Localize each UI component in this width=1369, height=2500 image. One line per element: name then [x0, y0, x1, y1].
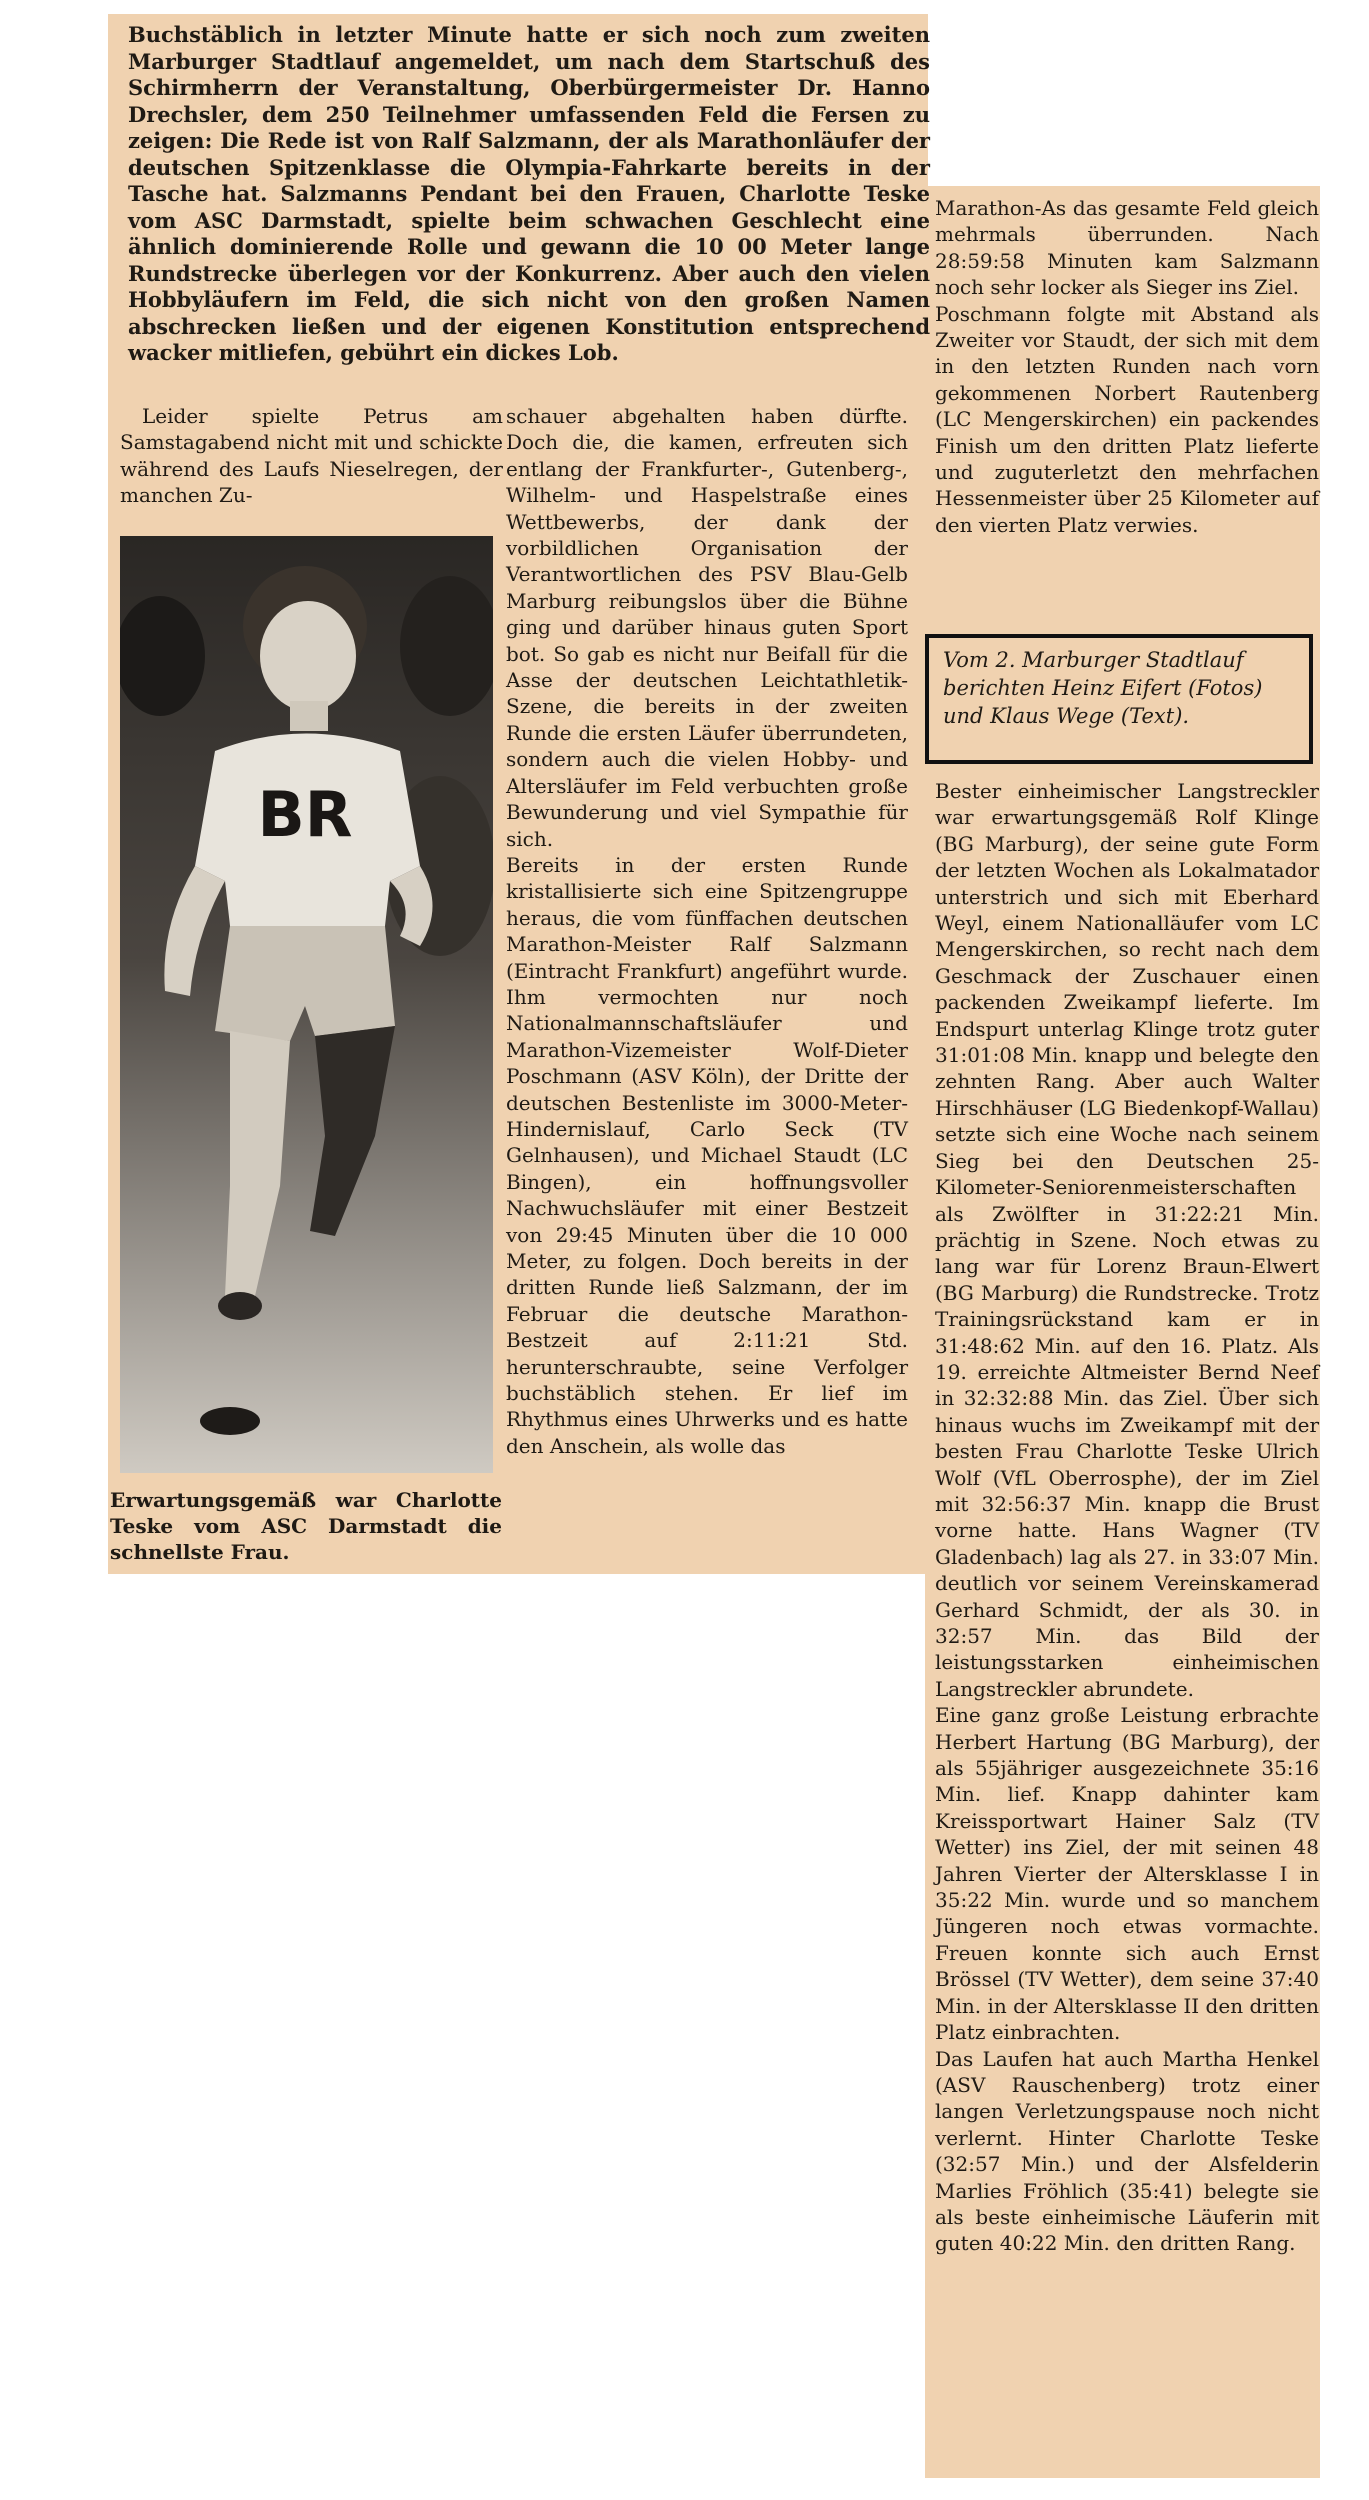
photo-caption: Erwartungsgemäß war Charlotte Teske vom ASC Darmstadt die schnellste Frau. [110, 1488, 502, 1564]
runner-photo [120, 536, 493, 1473]
column-3-top-text: Marathon-As das gesamte Feld gleich mehrmals überrunden. Nach 28:59:58 Minuten kam Salzmann noch sehr locker als Sieger ins Ziel. Poschmann folgte mit Abstand als Zweiter vor Staudt, der sich mit dem in den letzten Runden nach vorn gekommenen Norbert Rautenberg (LC Mengerskirchen) ein packendes Finish um den dritten Platz lieferte und zuguterletzt den mehrfachen Hessenmeister über 25 Kilometer auf den vierten Platz verwies. [935, 196, 1319, 537]
shirt-logo: BR [257, 778, 353, 851]
article-lead: Buchstäblich in letzter Minute hatte er sich noch zum zweiten Marburger Stadtlauf angemeldet, um nach dem Startschuß des Schirmherrn der Veranstaltung, Oberbürgermeister Dr. Hanno Drechsler, dem 250 Teilnehmer umfassenden Feld die Fersen zu zeigen: Die Rede ist von Ralf Salzmann, der als Marathonläufer der deutschen Spitzenklasse die Olympia-Fahrkarte bereits in der Tasche hat. Salzmanns Pendant bei den Frauen, Charlotte Teske vom ASC Darmstadt, spielte beim schwachen Geschlecht eine ähnlich dominierende Rolle und gewann die 10 00 Meter lange Rundstrecke überlegen vor der Konkurrenz. Aber auch den vielen Hobbyläufern im Feld, die sich nicht von den großen Namen abschrecken ließen und der eigenen Konstitution entsprechend wacker mitliefen, gebührt ein dickes Lob. [128, 22, 930, 365]
column-2-text: schauer abgehalten haben dürfte. Doch die, die kamen, erfreuten sich entlang der Frankfurter-, Gutenberg-, Wilhelm- und Haspelstraße eines Wettbewerbs, der dank der vorbildlichen Organisation der Verantwortlichen des PSV Blau-Gelb Marburg reibungslos über die Bühne ging und darüber hinaus guten Sport bot. So gab es nicht nur Beifall für die Asse der deutschen Leichtathletik-Szene, die bereits in der zweiten Runde die ersten Läufer überrundeten, sondern auch die vielen Hobby- und Altersläufer im Feld verbuchten große Bewunderung und viel Sympathie für sich. Bereits in der ersten Runde kristallisierte sich eine Spitzengruppe heraus, die vom fünffachen deutschen Marathon-Meister Ralf Salzmann (Eintracht Frankfurt) angeführt wurde. Ihm vermochten nur noch Nationalmannschaftsläufer und Marathon-Vizemeister Wolf-Dieter Poschmann (ASV Köln), der Dritte der deutschen Bestenliste im 3000-Meter-Hindernislauf, Carlo Seck (TV Gelnhausen), und Michael Staudt (LC Bingen), ein hoffnungsvoller Nachwuchsläufer mit einer Bestzeit von 29:45 Minuten über die 10 000 Meter, zu folgen. Doch bereits in der dritten Runde ließ Salzmann, der im Februar die deutsche Marathon-Bestzeit auf 2:11:21 Std. herunterschraubte, seine Verfolger buchstäblich stehen. Er lief im Rhythmus eines Uhrwerks und es hatte den Anschein, als wolle das [506, 404, 908, 1458]
column-1-text: Leider spielte Petrus am Samstagabend nicht mit und schickte während des Laufs Nieselregen, der manchen Zu- [120, 404, 503, 508]
author-credit-box: Vom 2. Marburger Stadtlauf berichten Heinz Eifert (Fotos) und Klaus Wege (Text). [925, 634, 1313, 764]
column-3-bottom-text: Bester einheimischer Langstreckler war erwartungsgemäß Rolf Klinge (BG Marburg), der seine gute Form der letzten Wochen als Lokalmatador unterstrich und sich mit Eberhard Weyl, einem Nationalläufer vom LC Mengerskirchen, so recht nach dem Geschmack der Zuschauer einen packenden Zweikampf lieferte. Im Endspurt unterlag Klinge trotz guter 31:01:08 Min. knapp und belegte den zehnten Rang. Aber auch Walter Hirschhäuser (LG Biedenkopf-Wallau) setzte sich eine Woche nach seinem Sieg bei den Deutschen 25-Kilometer-Seniorenmeisterschaften als Zwölfter in 31:22:21 Min. prächtig in Szene. Noch etwas zu lang war für Lorenz Braun-Elwert (BG Marburg) die Rundstrecke. Trotz Trainingsrückstand kam er in 31:48:62 Min. auf den 16. Platz. Als 19. erreichte Altmeister Bernd Neef in 32:32:88 Min. das Ziel. Über sich hinaus wuchs im Zweikampf mit der besten Frau Charlotte Teske Ulrich Wolf (VfL Oberrosphe), der im Ziel mit 32:56:37 Min. knapp die Brust vorne hatte. Hans Wagner (TV Gladenbach) lag als 27. in 33:07 Min. deutlich vor seinem Vereinskamerad Gerhard Schmidt, der als 30. in 32:57 Min. das Bild der leistungsstarken einheimischen Langstreckler abrundete. Eine ganz große Leistung erbrachte Herbert Hartung (BG Marburg), der als 55jähriger ausgezeichnete 35:16 Min. lief. Knapp dahinter kam Kreissportwart Hainer Salz (TV Wetter) ins Ziel, der mit seinen 48 Jahren Vierter der Altersklasse I in 35:22 Min. wurde und so manchem Jüngeren noch etwas vormachte. Freuen konnte sich auch Ernst Brössel (TV Wetter), dem seine 37:40 Min. in der Altersklasse II den dritten Platz einbrachten. Das Laufen hat auch Martha Henkel (ASV Rauschenberg) trotz einer langen Verletzungspause noch nicht verlernt. Hinter Charlotte Teske (32:57 Min.) und der Alsfelderin Marlies Fröhlich (35:41) belegte sie als beste einheimische Läuferin mit guten 40:22 Min. den dritten Rang. [935, 779, 1319, 2256]
runner-photo-image [120, 536, 493, 1473]
